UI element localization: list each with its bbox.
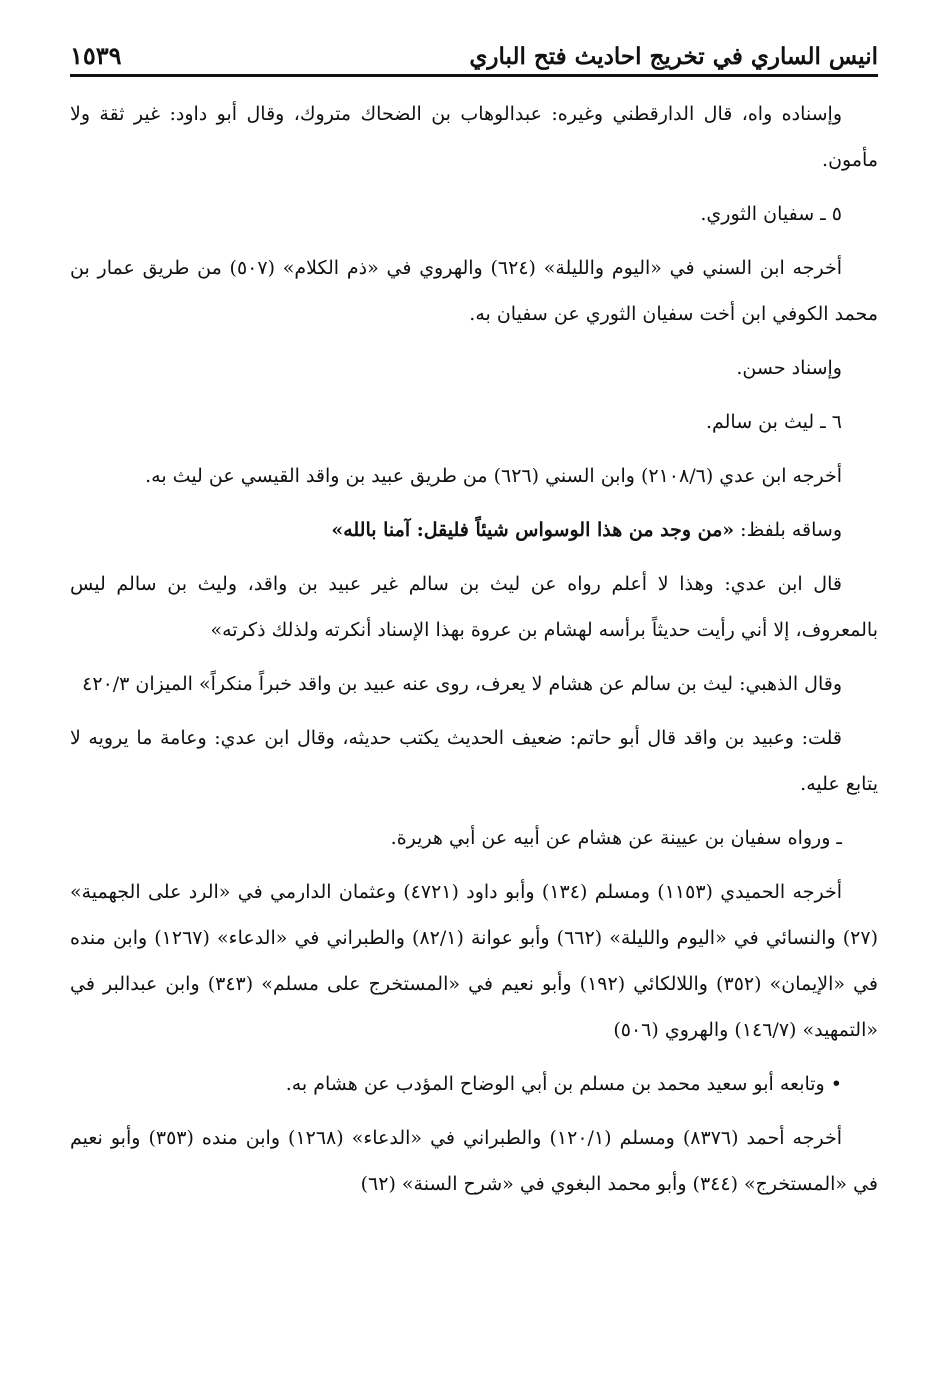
document-page bbox=[70, 30, 878, 1360]
paragraph: ـ ورواه سفيان بن عيينة عن هشام عن أبيه عن أبي هريرة. bbox=[390, 827, 842, 849]
paragraph: أخرجه الحميدي (١١٥٣) ومسلم (١٣٤) وأبو داود (٤٧٢١) وعثمان الدارمي في «الرد على الجهمية» (٢٧) والنسائي في «اليوم والليلة» (٦٦٢) وأبو عوانة (٨٢/١) والطبراني في «الدعاء» (١٢٦٧) وابن منده في «الإيمان» (٣٥٢) واللالكائي (١٩٢) وأبو نعيم في «المستخرج على مسلم» (٣٤٣) وابن عبدالبر في «التمهيد» (١٤٦/٧) والهروي (٥٠٦) bbox=[70, 881, 879, 1041]
paragraph: وإسناد حسن. bbox=[736, 357, 842, 379]
book-title: انيس الساري في تخريج احاديث فتح الباري bbox=[469, 43, 878, 70]
paragraph: وإسناده واه، قال الدارقطني وغيره: عبدالوهاب بن الضحاك متروك، وقال أبو داود: غير ثقة ولا مأمون. bbox=[70, 103, 878, 171]
quote-paragraph bbox=[70, 507, 878, 553]
page-header bbox=[70, 30, 878, 77]
paragraph: أخرجه أحمد (٨٣٧٦) ومسلم (١٢٠/١) والطبراني في «الدعاء» (١٢٦٨) وابن منده (٣٥٣) وأبو نعيم في «المستخرج» (٣٤٤) وأبو محمد البغوي في «شرح السنة» (٦٢) bbox=[70, 1127, 878, 1195]
quote-lead: وساقه بلفظ: bbox=[734, 519, 842, 541]
section-heading: ٥ ـ سفيان الثوري. bbox=[700, 203, 842, 225]
quote-text: «من وجد من هذا الوسواس شيئاً فليقل: آمنا بالله» bbox=[331, 519, 735, 541]
bullet-paragraph: • وتابعه أبو سعيد محمد بن مسلم بن أبي الوضاح المؤدب عن هشام به. bbox=[70, 1061, 878, 1107]
paragraph: قلت: وعبيد بن واقد قال أبو حاتم: ضعيف الحديث يكتب حديثه، وقال ابن عدي: وعامة ما يرويه لا يتابع عليه. bbox=[70, 727, 878, 795]
paragraph: قال ابن عدي: وهذا لا أعلم رواه عن ليث بن سالم غير عبيد بن واقد، وليث بن سالم ليس بالمعروف، إلا أني رأيت حديثاً برأسه لهشام بن عروة بهذا الإسناد أنكرته ولذلك ذكرته» bbox=[70, 573, 878, 641]
page-number: ١٥٣٩ bbox=[70, 41, 122, 70]
section-heading: ٦ ـ ليث بن سالم. bbox=[705, 411, 842, 433]
paragraph: وقال الذهبي: ليث بن سالم عن هشام لا يعرف، روى عنه عبيد بن واقد خبراً منكراً» الميزان ٤٢٠/٣ bbox=[82, 673, 842, 695]
paragraph: أخرجه ابن عدي (٢١٠٨/٦) وابن السني (٦٢٦) من طريق عبيد بن واقد القيسي عن ليث به. bbox=[145, 465, 842, 487]
page-body bbox=[70, 91, 878, 1207]
paragraph: أخرجه ابن السني في «اليوم والليلة» (٦٢٤) والهروي في «ذم الكلام» (٥٠٧) من طريق عمار بن محمد الكوفي ابن أخت سفيان الثوري عن سفيان به. bbox=[70, 257, 878, 325]
